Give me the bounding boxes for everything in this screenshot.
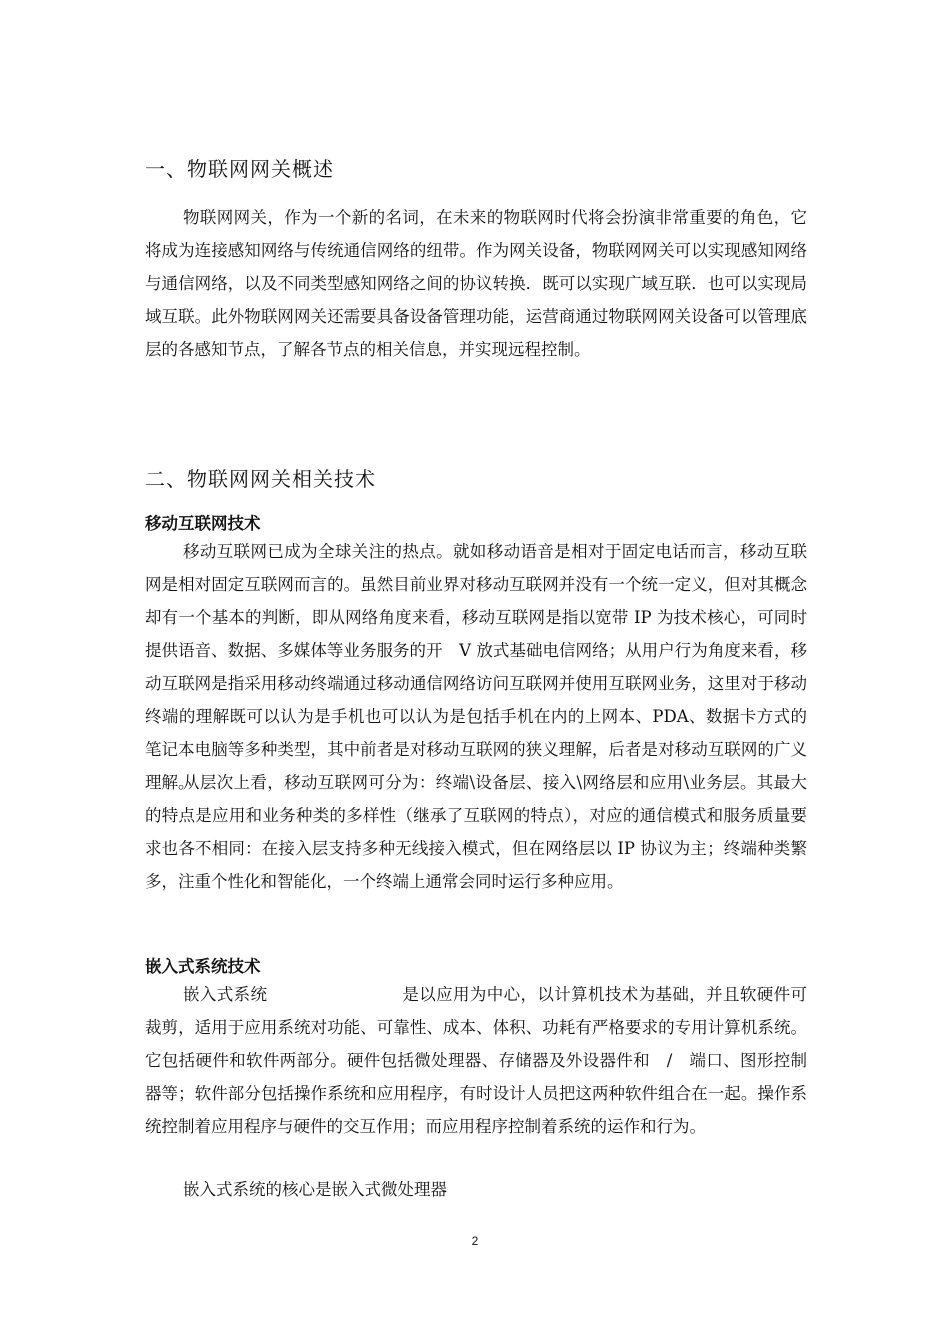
subheading-embedded-systems: 嵌入式系统技术 — [145, 957, 261, 976]
paragraph-embedded-systems-definition: 嵌入式系统 是以应用为中心，以计算机技术为基础，并且软硬件可裁剪，适用于应用系统对功能、可靠性、成本、体积、功耗有严格要求的专用计算机系统。它包括硬件和软件两部分。硬件包括微处理器、存储器及外设器件和 / 端口、图形控制器等；软件部分包括操作系统和应用程序，有时设计人员把这两种软件组合在一起。操作系统控制着应用程序与硬件的交互作用；而应用程序控制着系统的运作和行为。 — [145, 985, 807, 1136]
subheading-mobile-internet: 移动互联网技术 — [145, 514, 261, 533]
paragraph-mobile-internet-definition: 移动互联网已成为全球关注的热点。就如移动语音是相对于固定电话而言，移动互联网是相对固定互联网而言的。虽然目前业界对移动互联网并没有一个统一定义，但对其概念却有一个基本的判断，即从网络角度来看，移动互联网是指以宽带 IP 为技术核心，可同时提供语音、数据、多媒体等业务服务的开 V 放式基础电信网络；从用户行为角度来看，移动互联网是指采用移动终端通过移动通信网络访问互联网并使用互联网业务，这里对于移动终端的理解既可以认为是手机也可以认为是包括手机在内的上网本、PDA、数据卡方式的笔记本电脑等多种类型，其中前者是对移动互联网的狭义理解，后者是对移动互联网的广义理解。 — [145, 542, 807, 792]
section-heading-overview: 一、物联网网关概述 — [145, 157, 334, 181]
paragraph-mobile-internet-layers: 从层次上看，移动互联网可分为：终端\设备层、接入\网络层和应用\业务层。其最大的特点是应用和业务种类的多样性（继承了互联网的特点），对应的通信模式和服务质量要求也各不相同：在接入层支持多种无线接入模式，但在网络层以 IP 协议为主；终端种类繁多，注重个性化和智能化，一个终端上通常会同时运行多种应用。 — [145, 773, 807, 891]
page-number: 2 — [471, 1234, 479, 1248]
section-heading-related-tech: 二、物联网网关相关技术 — [145, 467, 376, 491]
paragraph-embedded-processor: 嵌入式系统的核心是嵌入式微处理器 — [183, 1180, 447, 1199]
paragraph-overview: 物联网网关，作为一个新的名词，在未来的物联网时代将会扮演非常重要的角色，它将成为连接感知网络与传统通信网络的纽带。作为网关设备，物联网网关可以实现感知网络与通信网络，以及不同类型感知网络之间的协议转换．既可以实现广域互联．也可以实现局域互联。此外物联网网关还需要具备设备管理功能，运营商通过物联网网关设备可以管理底层的各感知节点，了解各节点的相关信息，并实现远程控制。 — [145, 208, 807, 359]
